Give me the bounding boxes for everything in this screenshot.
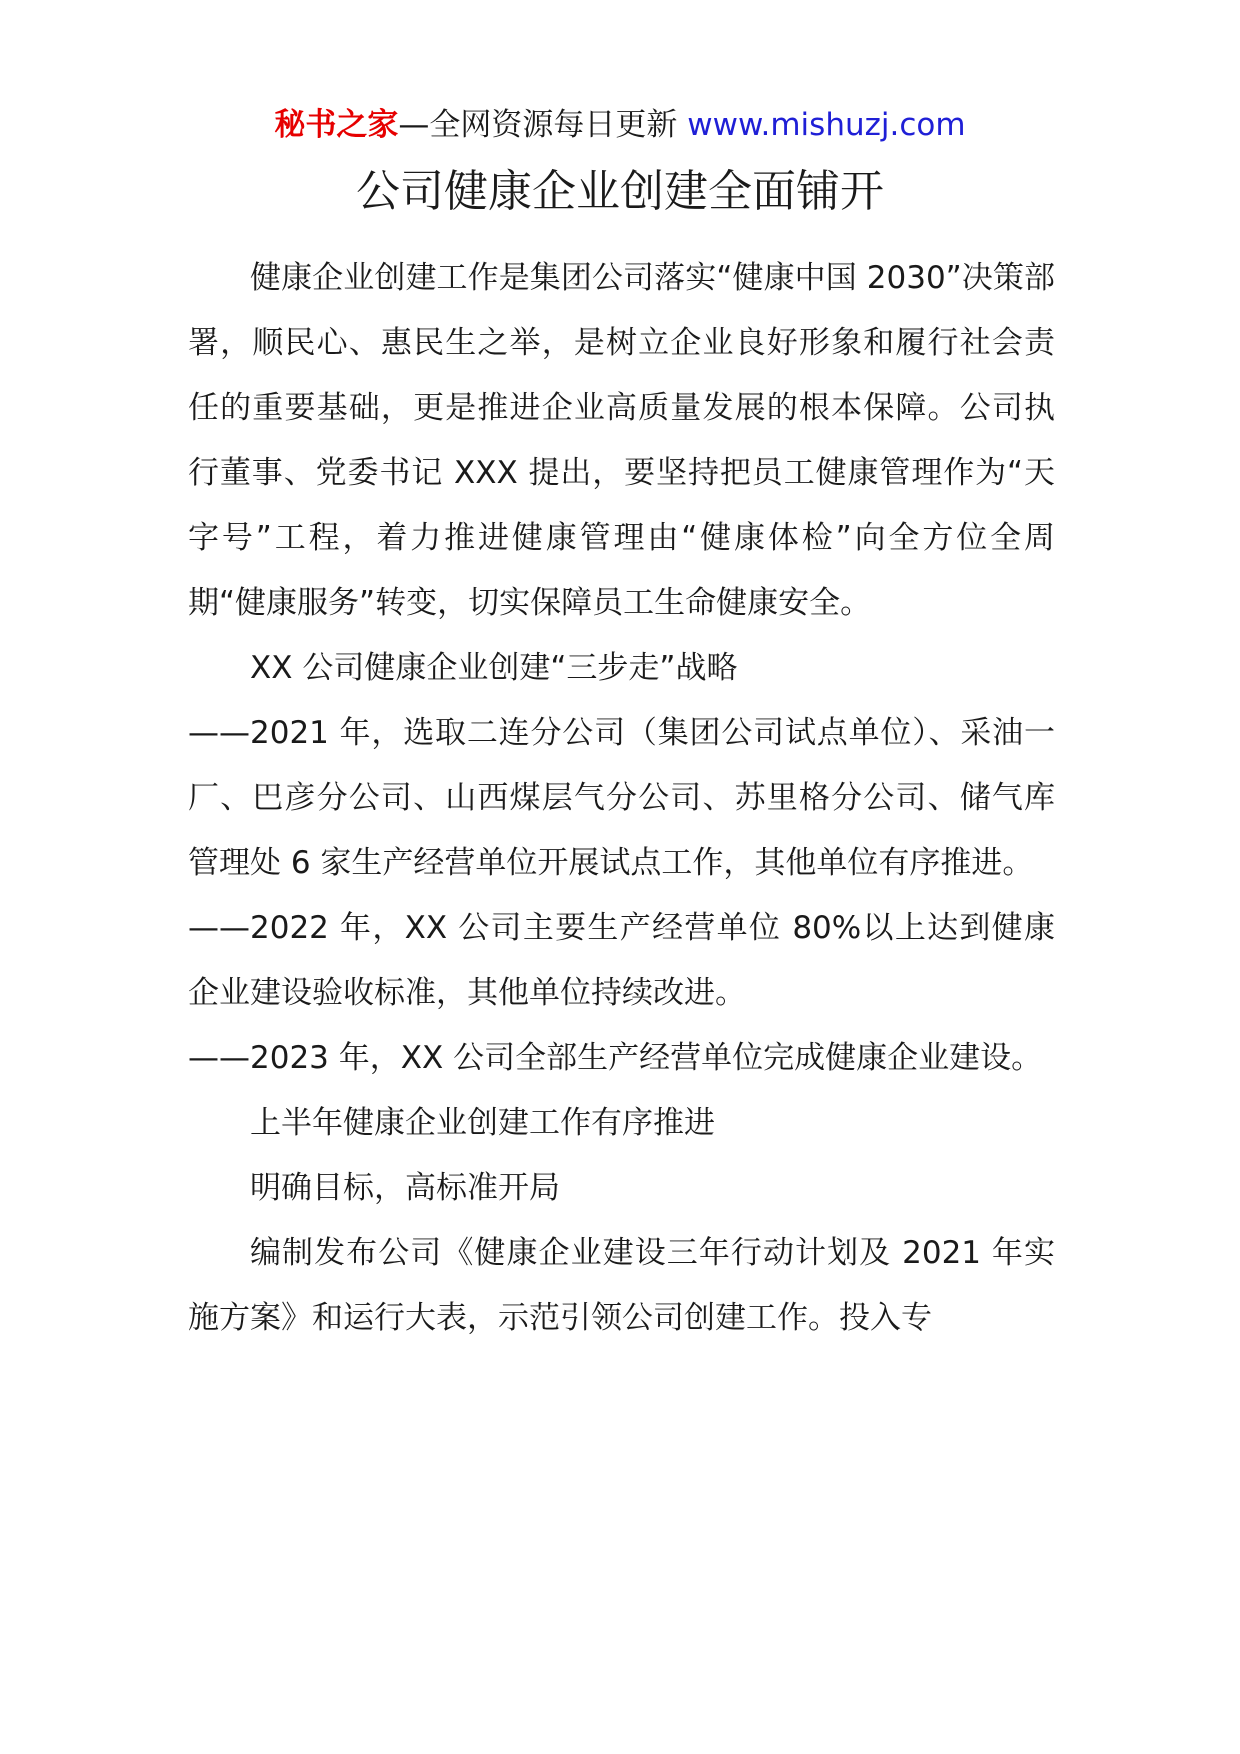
header-tagline: —全网资源每日更新 [398, 107, 688, 143]
brand-name: 秘书之家 [274, 107, 399, 143]
section-heading-strategy: XX 公司健康企业创建“三步走”战略 [250, 650, 738, 686]
strategy-item-2022: ——2022 年，XX 公司主要生产经营单位 80%以上达到健康企业建设验收标准，其他单位持续改进。 [188, 910, 1055, 1011]
strategy-item-2021: ——2021 年，选取二连分公司（集团公司试点单位）、采油一厂、巴彦分公司、山西煤层气分公司、苏里格分公司、储气库管理处 6 家生产经营单位开展试点工作，其他单位有序推进。 [188, 715, 1055, 881]
subheading-goals: 明确目标，高标准开局 [250, 1170, 560, 1206]
strategy-item-2023: ——2023 年，XX 公司全部生产经营单位完成健康企业建设。 [188, 1040, 1043, 1076]
paragraph-plan: 编制发布公司《健康企业建设三年行动计划及 2021 年实施方案》和运行大表，示范引领公司创建工作。投入专 [188, 1235, 1055, 1336]
site-header [0, 100, 1240, 150]
site-url-link[interactable]: www.mishuzj.com [687, 107, 966, 143]
section-heading-progress: 上半年健康企业创建工作有序推进 [250, 1105, 715, 1141]
paragraph-intro: 健康企业创建工作是集团公司落实“健康中国 2030”决策部署，顺民心、惠民生之举，是树立企业良好形象和履行社会责任的重要基础，更是推进企业高质量发展的根本保障。公司执行董事、党委书记 XXX 提出，要坚持把员工健康管理作为“天字号”工程，着力推进健康管理由“健康体检”向全方位全周期“健康服务”转变，切实保障员工生命健康安全。 [188, 260, 1055, 621]
document-body [188, 246, 1055, 1351]
document-title: 公司健康企业创建全面铺开 [356, 166, 884, 217]
